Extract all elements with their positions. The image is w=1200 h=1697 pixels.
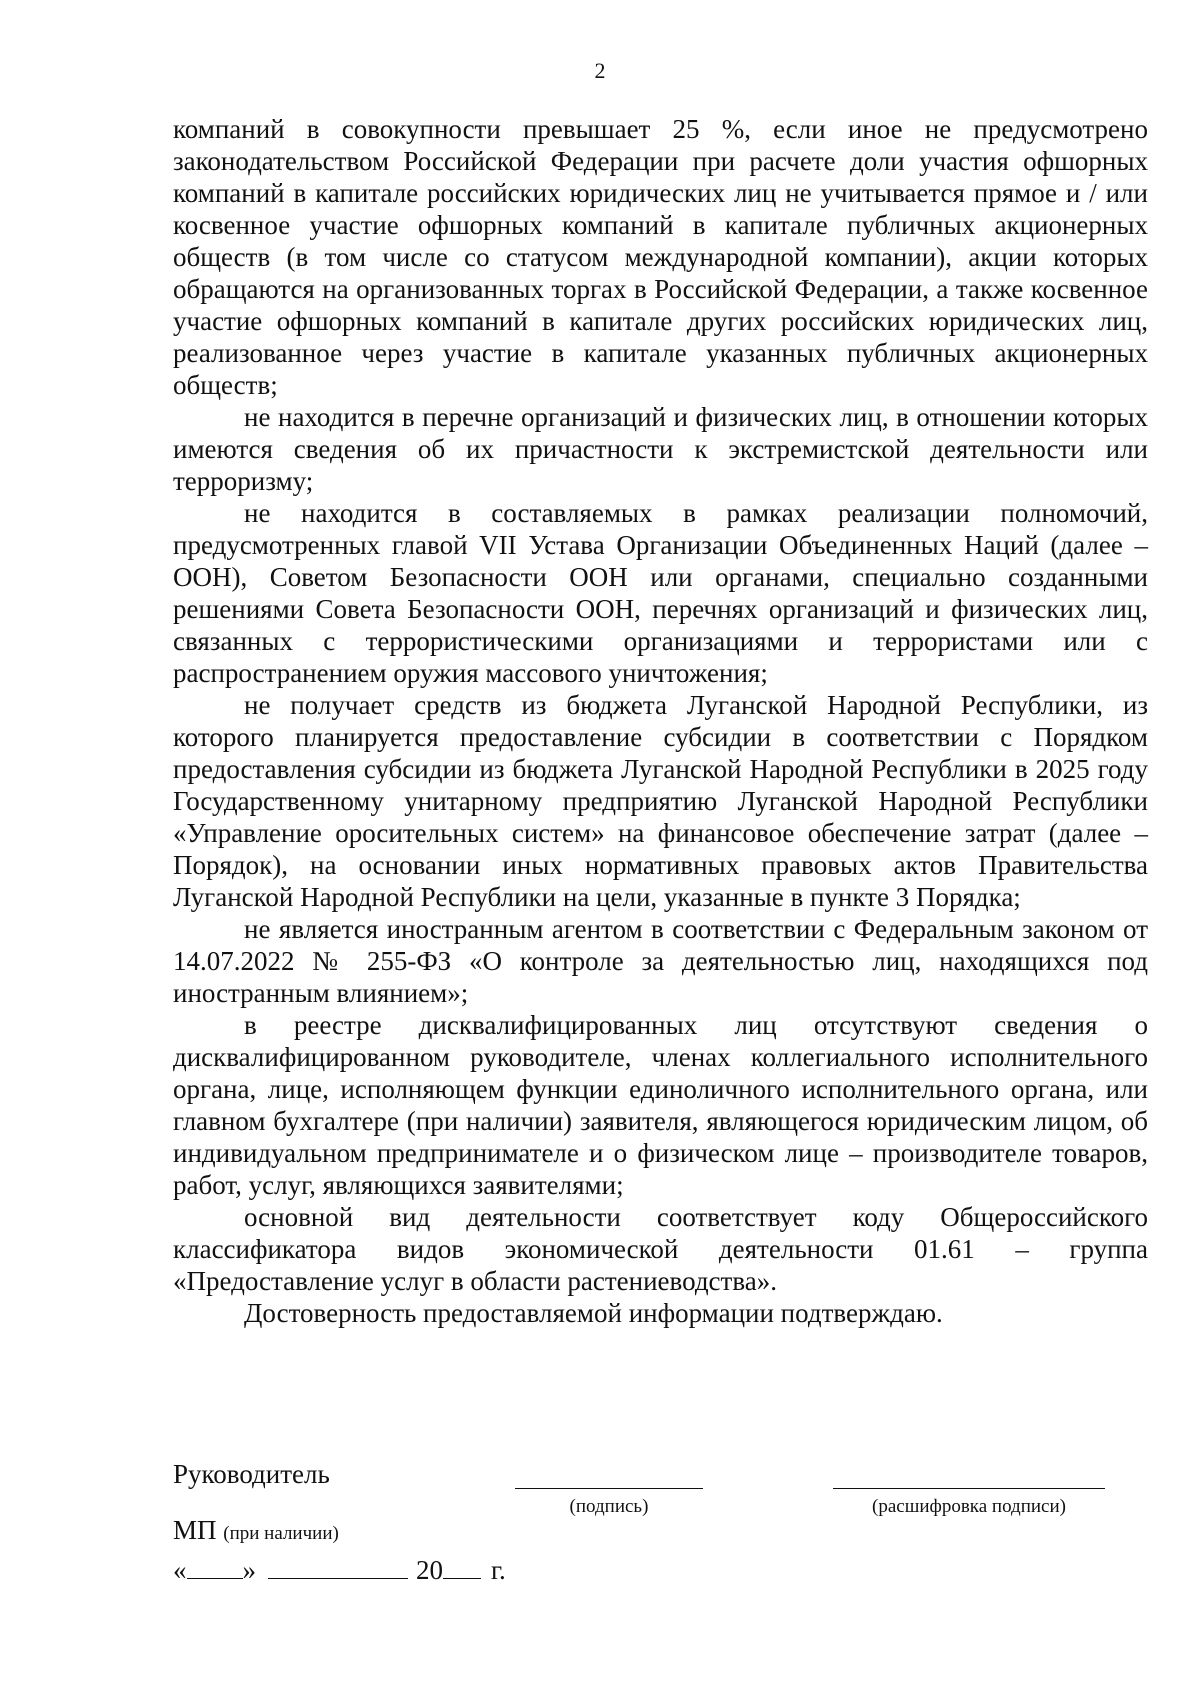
signature-line [515,1488,703,1489]
paragraph-confirmation: Достоверность предоставляемой информации подтверждаю. [244,1298,943,1328]
paragraph-okved-code: основной вид деятельности соответствует коду Общероссийского классификатора видов экономической деятельности 01.61 – группа «Предоставление услуг в области растениеводства». [173,1202,1148,1296]
page-number: 2 [594,58,606,83]
paragraph-disqualified-persons: в реестре дисквалифицированных лиц отсутствуют сведения о дисквалифицированном руководителе, членах коллегиального исполнительного органа, лице, исполняющем функции единоличного исполнительного органа, или главном бухгалтере (при наличии) заявителя, являющегося юридическим лицом, об индивидуальном предпринимателе и о физическом лице – производителе товаров, работ, услуг, являющихся заявителями; [173,1010,1148,1200]
date-close-quote: » [242,1555,256,1585]
paragraph-budget-funds: не получает средств из бюджета Луганской Народной Республики, из которого планируется предоставление субсидии в соответствии с Порядком предоставления субсидии из бюджета Луганской Народной Республики в 2025 году Государственному унитарному предприятию Луганской Народной Республики «Управление оросительных систем» на финансовое обеспечение затрат (далее – Порядок), на основании иных нормативных правовых актов Правительства Луганской Народной Республики на цели, указанные в пункте 3 Порядка; [173,690,1148,912]
paragraph-extremism-list: не находится в перечне организаций и физических лиц, в отношении которых имеются сведения об их причастности к экстремистской деятельности или терроризму; [173,402,1148,496]
signature-block [173,1458,1153,1608]
paragraph-foreign-agent: не является иностранным агентом в соответствии с Федеральным законом от 14.07.2022 № 255-ФЗ «О контроле за деятельностью лиц, находящихся под иностранным влиянием»; [173,914,1148,1008]
paragraph-offshore-participation: компаний в совокупности превышает 25 %, если иное не предусмотрено законодательством Российской Федерации при расчете доли участия офшорных компаний в капитале российских юридических лиц не учитывается прямое и / или косвенное участие офшорных компаний в капитале публичных акционерных обществ (в том числе со статусом международной компании), акции которых обращаются на организованных торгах в Российской Федерации, а также косвенное участие офшорных компаний в капитале других российских юридических лиц, реализованное через участие в капитале указанных публичных акционерных обществ; [173,114,1148,400]
stamp-note: (при наличии) [223,1523,339,1544]
signature-decode-line [833,1488,1105,1489]
paragraph-un-sanctions-list: не находится в составляемых в рамках реализации полномочий, предусмотренных главой VII Устава Организации Объединенных Наций (далее – ООН), Советом Безопасности ООН или органами, специально созданными решениями Совета Безопасности ООН, перечнях организаций и физических лиц, связанных с террористическими организациями и террористами или с распространением оружия массового уничтожения; [173,498,1148,688]
signatory-role: Руководитель [173,1459,330,1489]
date-month-blank [268,1556,408,1579]
date-day-blank [187,1556,243,1579]
date-year-blank [443,1556,481,1579]
date-year-suffix: г. [491,1555,506,1585]
stamp-label: МП [173,1515,217,1545]
date-year-prefix: 20 [416,1555,443,1585]
signature-decode-caption: (расшифровка подписи) [872,1496,1066,1517]
date-open-quote: « [173,1555,187,1585]
document-body [173,113,1148,1329]
signature-caption: (подпись) [569,1496,649,1517]
stamp-placeholder [173,1514,339,1550]
date-field [173,1554,506,1586]
